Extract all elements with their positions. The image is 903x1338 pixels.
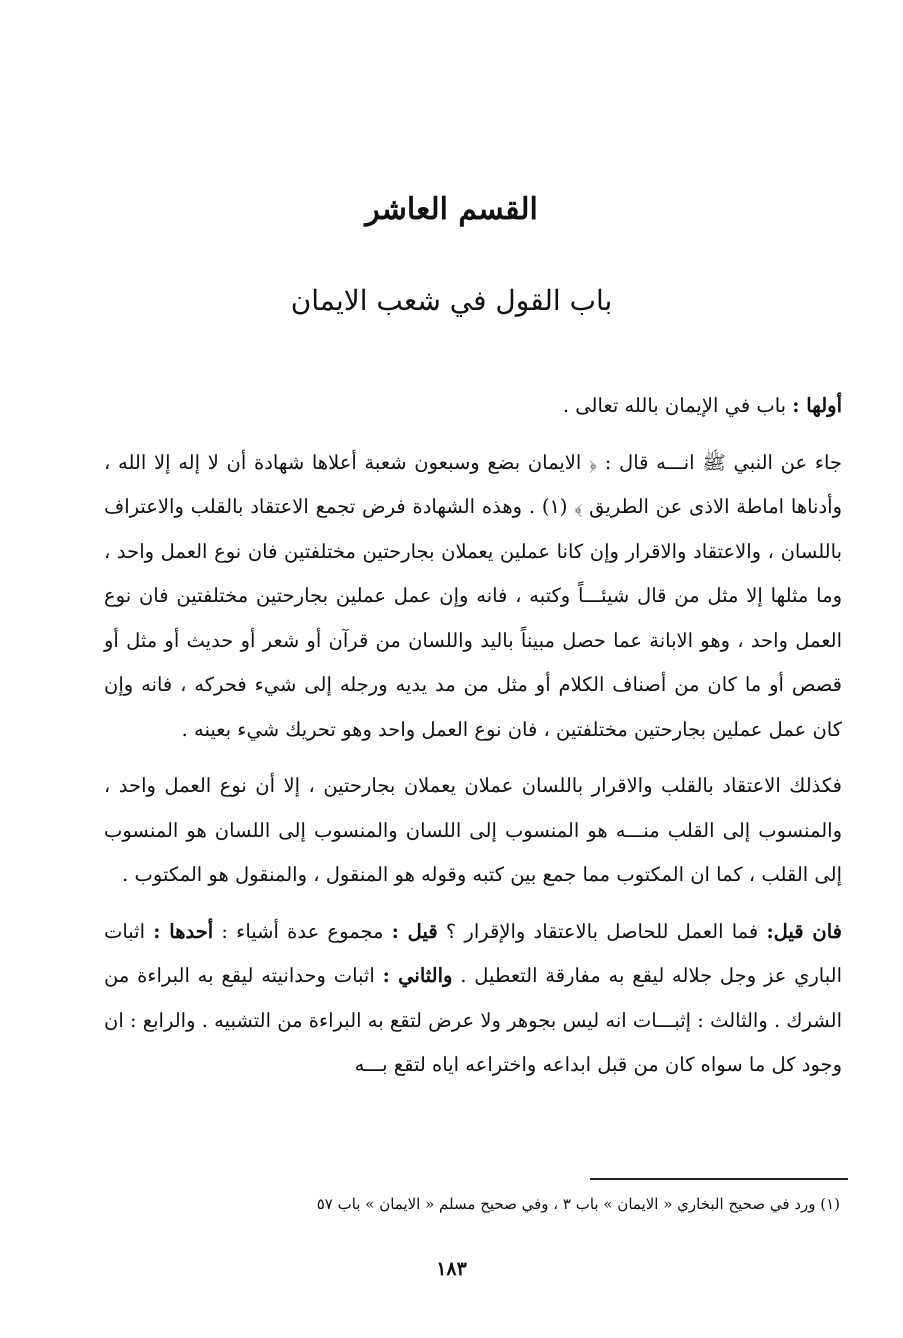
first-item-lead: أحدها : — [153, 919, 214, 943]
second-item-lead: والثاني : — [382, 964, 453, 987]
page-number: ١٨٣ — [436, 1258, 467, 1280]
paragraph-question — [104, 910, 842, 1088]
paragraph-text: باب في الإيمان بالله تعالى . — [562, 394, 793, 417]
chapter-title: القسم العاشر — [365, 192, 538, 227]
paragraph-lead: فان قيل: — [766, 919, 843, 943]
section-title: باب القول في شعب الايمان — [290, 284, 613, 317]
paragraph-lead: أولها : — [792, 394, 842, 417]
answer-lead: قيل : — [391, 919, 438, 943]
footnote: (١) ورد في صحيح البخاري « الايمان » باب ٣ ، وفي صحيح مسلم « الايمان » باب ٥٧ — [316, 1195, 840, 1213]
paragraph-text: اثبات وحدانيته ليقع به البراءة من الشرك . والثالث : إثبـــات انه ليس بجوهر ولا عرض لتقع به البراءة من التشبيه . والرابع : ان وجود كل ما سواه كان من قبل ابداعه واختراعه اياه لتقع بـــه — [104, 964, 842, 1076]
paragraph-hadith: جاء عن النبي ﷺ انـــه قال : ﴿ الايمان بضع وسبعون شعبة أعلاها شهادة أن لا إله إلا الله ، وأدناها اماطة الاذى عن الطريق ﴾ (١) . وهذه الشهادة فرض تجمع الاعتقاد بالقلب والاعتراف باللسان ، والاعتقاد والاقرار وإن كانا عملين يعملان بجارحتين مختلفتين فان نوع العمل واحد ، وما مثلها إلا مثل من قال شيئـــاً وكتبه ، فانه وإن عمل عملين بجارحتين مختلفتين فان نوع العمل واحد ، وهو الابانة عما حصل مبيناً باليد واللسان من قرآن أو شعر أو حديث أو مثل أو قصص أو ما كان من أصناف الكلام أو مثل من مد يديه ورجله إلى شيء فحركه ، فانه وإن كان عمل عملين بجارحتين مختلفتين ، فان نوع العمل واحد وهو تحريك شيء بعينه . — [104, 450, 842, 741]
footnote-divider — [590, 1178, 848, 1180]
paragraph-analogy: فكذلك الاعتقاد بالقلب والاقرار باللسان عملان يعملان بجارحتين ، إلا أن نوع العمل واحد ، والمنسوب إلى القلب منـــه هو المنسوب إلى اللسان والمنسوب إلى اللسان هو المنسوب إلى القلب ، كما ان المكتوب مما جمع بين كتبه وقوله هو المنقول ، والمنقول هو المكتوب . — [104, 774, 842, 886]
paragraph-text: مجموع عدة أشياء : — [213, 919, 392, 943]
paragraph-first-branch — [104, 384, 842, 429]
paragraph-text: اثبات الباري عز وجل جلاله ليقع به مفارقة التعطيل . — [104, 919, 842, 987]
paragraph-text: فما العمل للحاصل بالاعتقاد والإقرار ؟ — [437, 919, 767, 943]
body-text — [104, 384, 842, 1088]
